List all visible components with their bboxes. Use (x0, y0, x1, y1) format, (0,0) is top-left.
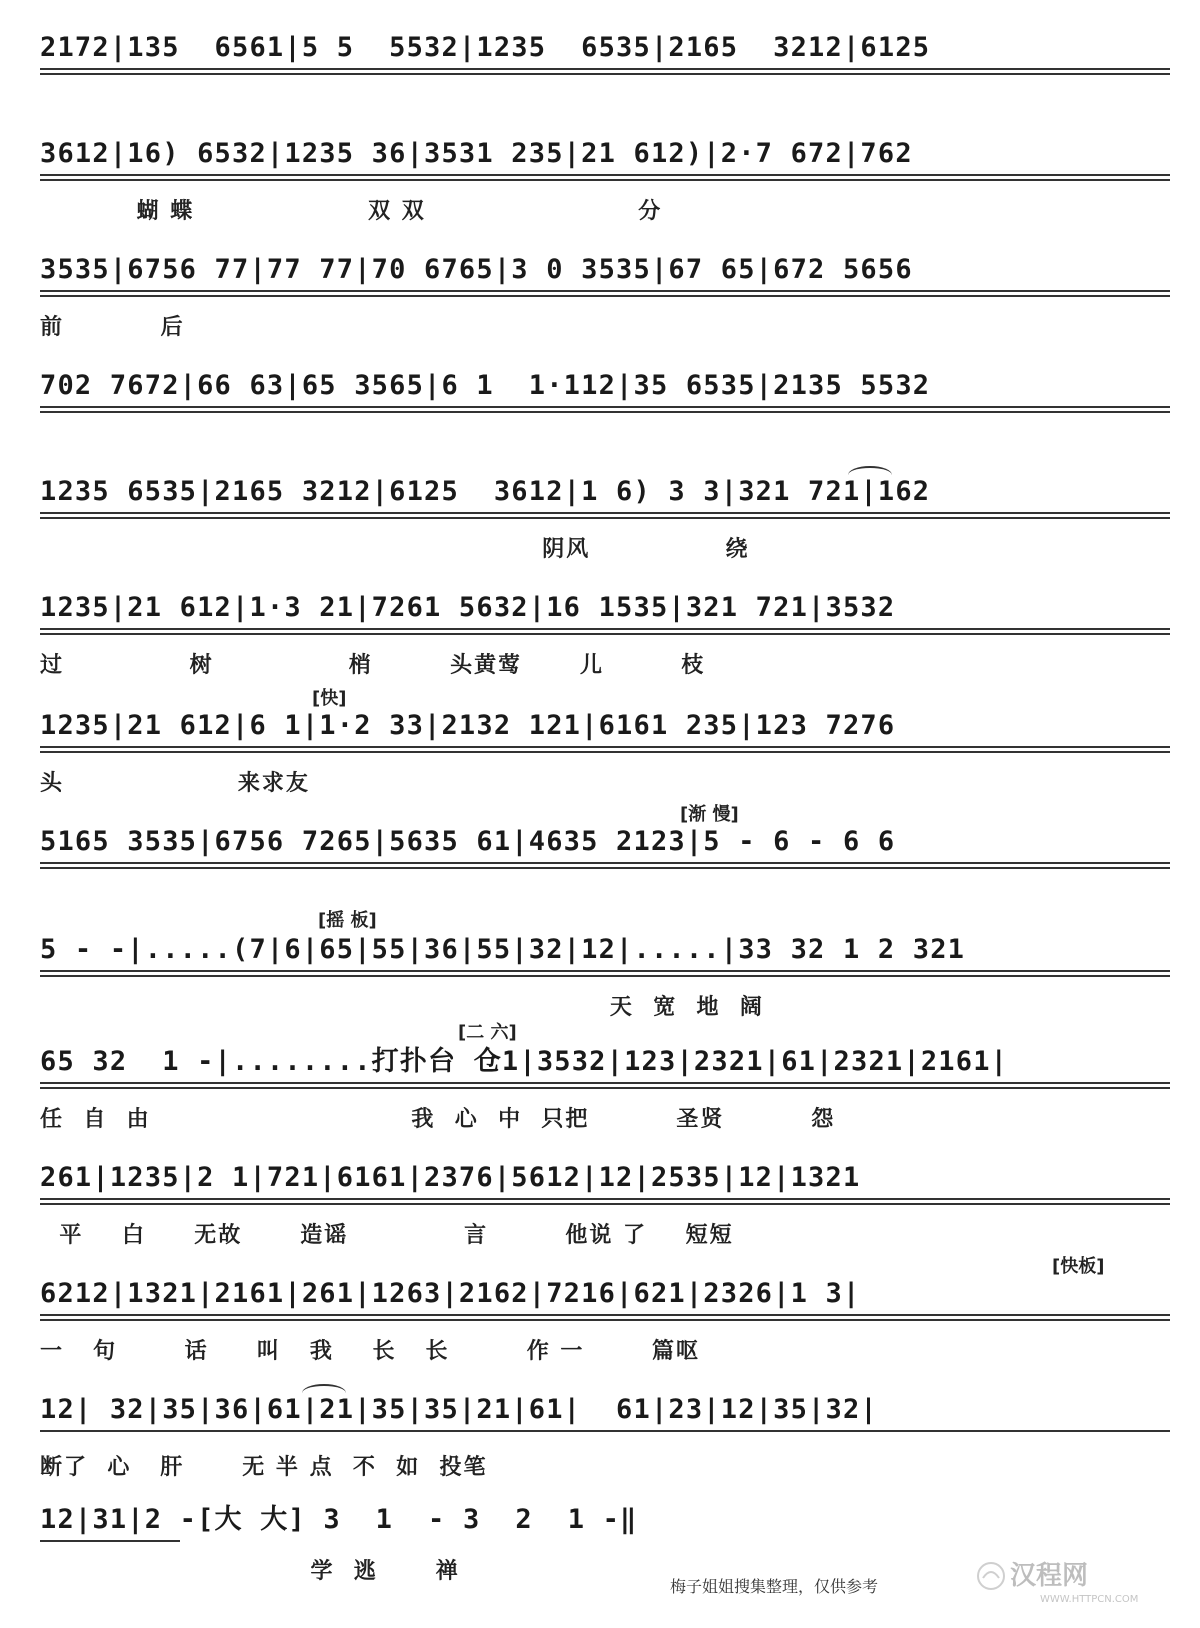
score-row-6 (40, 588, 1170, 698)
score-row-1 (40, 28, 1170, 138)
lyric-line: 天 宽 地 阔 (40, 995, 764, 1020)
notation-line: 6212|1321|2161|261|1263|2162|7216|621|2326|1 3| (40, 1278, 861, 1309)
beat-underline (40, 179, 1170, 181)
beat-underline (40, 68, 1170, 70)
beat-underline (40, 1319, 1170, 1321)
beat-underline (40, 1314, 1170, 1316)
notation-line: 1235|21 612|1·3 21|7261 5632|16 1535|321 721|3532 (40, 592, 896, 623)
tie-arc (302, 1384, 346, 1402)
beat-underline (40, 517, 1170, 519)
beat-underline (40, 975, 1170, 977)
beat-underline (40, 411, 1170, 413)
notation-line: 702 7672|66 63|65 3565|6 1 1·112|35 6535|2135 5532 (40, 370, 931, 401)
beat-underline (40, 295, 1170, 297)
beat-underline (40, 1203, 1170, 1205)
beat-underline (40, 746, 1170, 748)
notation-line: 1235 6535|2165 3212|6125 3612|1 6) 3 3|321 721|162 (40, 476, 931, 507)
beat-underline (40, 290, 1170, 292)
notation-line: 1235|21 612|6 1|1·2 33|2132 121|6161 235|123 7276 (40, 710, 896, 741)
tie-arc (848, 466, 892, 484)
notation-line: 65 32 1 -|........打扑台 仓1|3532|123|2321|61|2321|2161| (40, 1046, 1009, 1077)
beat-underline (40, 970, 1170, 972)
score-row-5 (40, 472, 1170, 582)
lyric-line: 断了 心 肝 无 半 点 不 如 投笔 (40, 1455, 488, 1480)
lyric-line: 阴风 绕 (40, 537, 750, 562)
score-row-4 (40, 366, 1170, 476)
beat-underline (40, 633, 1170, 635)
lyric-line: 前 后 (40, 315, 185, 340)
score-row-2 (40, 134, 1170, 244)
tempo-marking: [摇 板] (318, 910, 377, 931)
beat-underline (40, 628, 1170, 630)
lyric-line: 过 树 梢 头黄莺 儿 枝 (40, 653, 706, 678)
beat-underline (40, 1198, 1170, 1200)
beat-underline (40, 512, 1170, 514)
tempo-marking: [快] (312, 688, 347, 709)
watermark-url: WWW.HTTPCN.COM (1040, 1594, 1139, 1605)
notation-line: 3612|16) 6532|1235 36|3531 235|21 612)|2·7 672|762 (40, 138, 913, 169)
notation-line: 12| 32|35|36|61|21|35|35|21|61| 61|23|12|35|32| (40, 1394, 878, 1425)
beat-underline (40, 1087, 1170, 1089)
score-row-11 (40, 1158, 1170, 1268)
beat-underline (40, 862, 1170, 864)
beat-underline (40, 751, 1170, 753)
score-row-3 (40, 250, 1170, 360)
notation-line: 12|31|2 -[大 大] 3 1 - 3 2 1 -‖ (40, 1504, 638, 1535)
score-row-8 (40, 822, 1170, 932)
tempo-marking: [快板] (1052, 1256, 1105, 1277)
notation-line: 2172|135 6561|5 5 5532|1235 6535|2165 3212|6125 (40, 32, 931, 63)
score-row-12 (40, 1274, 1170, 1384)
score-row-7 (40, 706, 1170, 816)
tempo-marking: [渐 慢] (680, 804, 739, 825)
lyric-line: 头 来求友 (40, 771, 310, 796)
beat-underline (40, 1082, 1170, 1084)
compiler-note: 梅子姐姐搜集整理，仅供参考 (670, 1577, 879, 1596)
lyric-line: 蝴 蝶 双 双 分 (40, 199, 663, 224)
score-row-13 (40, 1390, 1170, 1500)
notation-line: 3535|6756 77|77 77|70 6765|3 0 3535|67 65|672 5656 (40, 254, 913, 285)
score-row-9 (40, 930, 1170, 1040)
tempo-marking: [二 六] (458, 1022, 517, 1043)
notation-line: 5 - -|.....(7|6|65|55|36|55|32|12|.....|33 32 1 2 321 (40, 934, 966, 965)
watermark-brand: 汉程网 (1010, 1561, 1089, 1591)
beat-underline (40, 1540, 180, 1542)
score-row-10 (40, 1042, 1170, 1152)
lyric-line: 学 逃 禅 (40, 1559, 460, 1584)
notation-line: 5165 3535|6756 7265|5635 61|4635 2123|5 - 6 - 6 6 (40, 826, 896, 857)
lyric-line: 平 白 无故 造谣 言 他说 了 短短 (40, 1223, 734, 1248)
beat-underline (40, 174, 1170, 176)
watermark-logo-icon (975, 1560, 1007, 1592)
beat-underline (40, 73, 1170, 75)
lyric-line: 一 句 话 叫 我 长 长 作 一 篇呕 (40, 1339, 701, 1364)
beat-underline (40, 406, 1170, 408)
beat-underline (40, 867, 1170, 869)
beat-underline (40, 1430, 1170, 1432)
notation-line: 261|1235|2 1|721|6161|2376|5612|12|2535|12|1321 (40, 1162, 861, 1193)
lyric-line: 任 自 由 我 心 中 只把 圣贤 怨 (40, 1107, 836, 1132)
